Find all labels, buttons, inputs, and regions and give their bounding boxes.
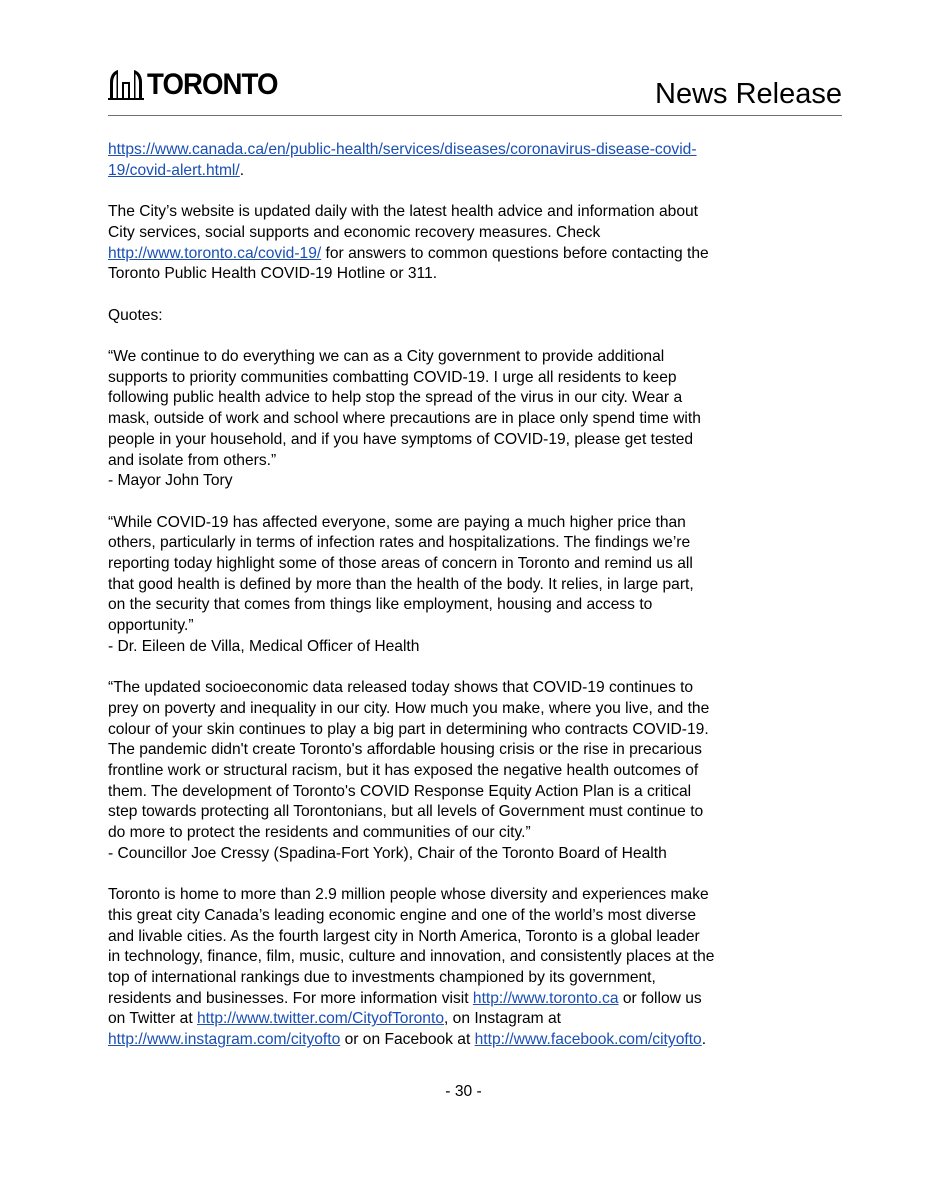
- quote-medical-officer: [108, 513, 848, 658]
- quote-attribution: - Dr. Eileen de Villa, Medical Officer of Health: [108, 637, 420, 655]
- covid-alert-link-part1[interactable]: https://www.canada.ca/en/public-health/services/diseases/coronavirus-disease-covid-: [108, 141, 697, 158]
- website-line-1: The City’s website is updated daily with the latest health advice and information about: [108, 203, 699, 221]
- quote-line: them. The development of Toronto's COVID Response Equity Action Plan is a critical: [108, 782, 692, 800]
- toronto-site-link[interactable]: http://www.toronto.ca: [472, 989, 619, 1007]
- quote-line: on the security that comes from things like employment, housing and access to: [108, 596, 653, 614]
- quote-line: frontline work or structural racism, but it has exposed the negative health outcomes of: [108, 762, 699, 780]
- document-body: [108, 140, 848, 1072]
- quote-line: and isolate from others.”: [108, 451, 277, 469]
- quote-line: prey on poverty and inequality in our city. How much you make, where you live, and the: [108, 699, 710, 717]
- quote-line: mask, outside of work and school where precautions are in place only spend time with: [108, 410, 701, 428]
- quote-line: that good health is defined by more than the health of the body. It relies, in large part,: [108, 575, 694, 593]
- about-line: in technology, finance, film, music, culture and innovation, and consistently places at the: [108, 948, 715, 966]
- about-line: and livable cities. As the fourth largest city in North America, Toronto is a global leader: [108, 927, 700, 945]
- quote-line: do more to protect the residents and communities of our city.”: [108, 824, 531, 842]
- toronto-covid-link[interactable]: http://www.toronto.ca/covid-19/: [108, 244, 322, 262]
- quote-line: reporting today highlight some of those areas of concern in Toronto and remind us all: [108, 555, 693, 572]
- page-number: - 30 -: [445, 1083, 482, 1100]
- quotes-label: [108, 306, 848, 327]
- news-release-title: News Release: [655, 78, 842, 110]
- quote-line: The pandemic didn't create Toronto's affordable housing crisis or the rise in precarious: [108, 741, 702, 759]
- about-line-8-end: .: [701, 1031, 707, 1049]
- quote-line: “While COVID-19 has affected everyone, some are paying a much higher price than: [108, 513, 686, 531]
- quote-line: others, particularly in terms of infection rates and hospitalizations. The findings we’re: [108, 534, 691, 552]
- quotes-heading: Quotes:: [108, 306, 163, 324]
- about-line: top of international rankings due to investments championed by its government,: [108, 969, 656, 987]
- facebook-link[interactable]: http://www.facebook.com/cityofto: [474, 1031, 702, 1049]
- quote-line: opportunity.”: [108, 617, 194, 635]
- about-line: this great city Canada’s leading economic engine and one of the world’s most diverse: [108, 906, 697, 924]
- twitter-link[interactable]: http://www.twitter.com/CityofToronto: [197, 1010, 444, 1028]
- toronto-logo: [108, 68, 289, 100]
- website-paragraph: [108, 202, 848, 285]
- about-line-6-rest: or follow us: [618, 989, 702, 1007]
- logo-wordmark: TORONTO: [147, 68, 278, 101]
- quote-line: colour of your skin continues to play a big part in determining who contracts COVID-19.: [108, 720, 709, 738]
- instagram-link[interactable]: http://www.instagram.com/cityofto: [108, 1031, 341, 1049]
- website-line-4: Toronto Public Health COVID-19 Hotline or 311.: [108, 265, 438, 283]
- quote-line: “We continue to do everything we can as a City government to provide additional: [108, 347, 665, 365]
- quote-attribution: - Councillor Joe Cressy (Spadina-Fort York), Chair of the Toronto Board of Health: [108, 844, 667, 862]
- about-line: Toronto is home to more than 2.9 million people whose diversity and experiences make: [108, 886, 709, 904]
- intro-link-suffix: .: [239, 161, 245, 179]
- about-line-7-rest: , on Instagram at: [444, 1010, 562, 1028]
- covid-alert-link-part2[interactable]: 19/covid-alert.html/: [108, 161, 240, 179]
- about-line-8-mid: or on Facebook at: [340, 1031, 475, 1049]
- website-line-2: City services, social supports and economic recovery measures. Check: [108, 223, 601, 241]
- quote-line: supports to priority communities combatting COVID-19. I urge all residents to keep: [108, 368, 677, 386]
- about-line-6-text: residents and businesses. For more information visit: [108, 989, 473, 1007]
- page-header: [108, 60, 842, 116]
- about-line-7-text: on Twitter at: [108, 1010, 197, 1028]
- quote-line: step towards protecting all Torontonians, but all levels of Government must continue to: [108, 803, 704, 821]
- quote-line: following public health advice to help stop the spread of the virus in our city. Wear a: [108, 389, 683, 407]
- quote-line: people in your household, and if you have symptoms of COVID-19, please get tested: [108, 430, 694, 448]
- quote-mayor: [108, 347, 848, 492]
- quote-attribution: - Mayor John Tory: [108, 472, 233, 490]
- quote-councillor: [108, 678, 848, 864]
- website-line-3-rest: for answers to common questions before contacting the: [321, 244, 709, 262]
- quote-line: “The updated socioeconomic data released today shows that COVID-19 continues to: [108, 679, 694, 697]
- intro-paragraph: [108, 140, 848, 181]
- about-toronto-paragraph: [108, 885, 848, 1051]
- city-hall-logo-icon: [108, 68, 144, 100]
